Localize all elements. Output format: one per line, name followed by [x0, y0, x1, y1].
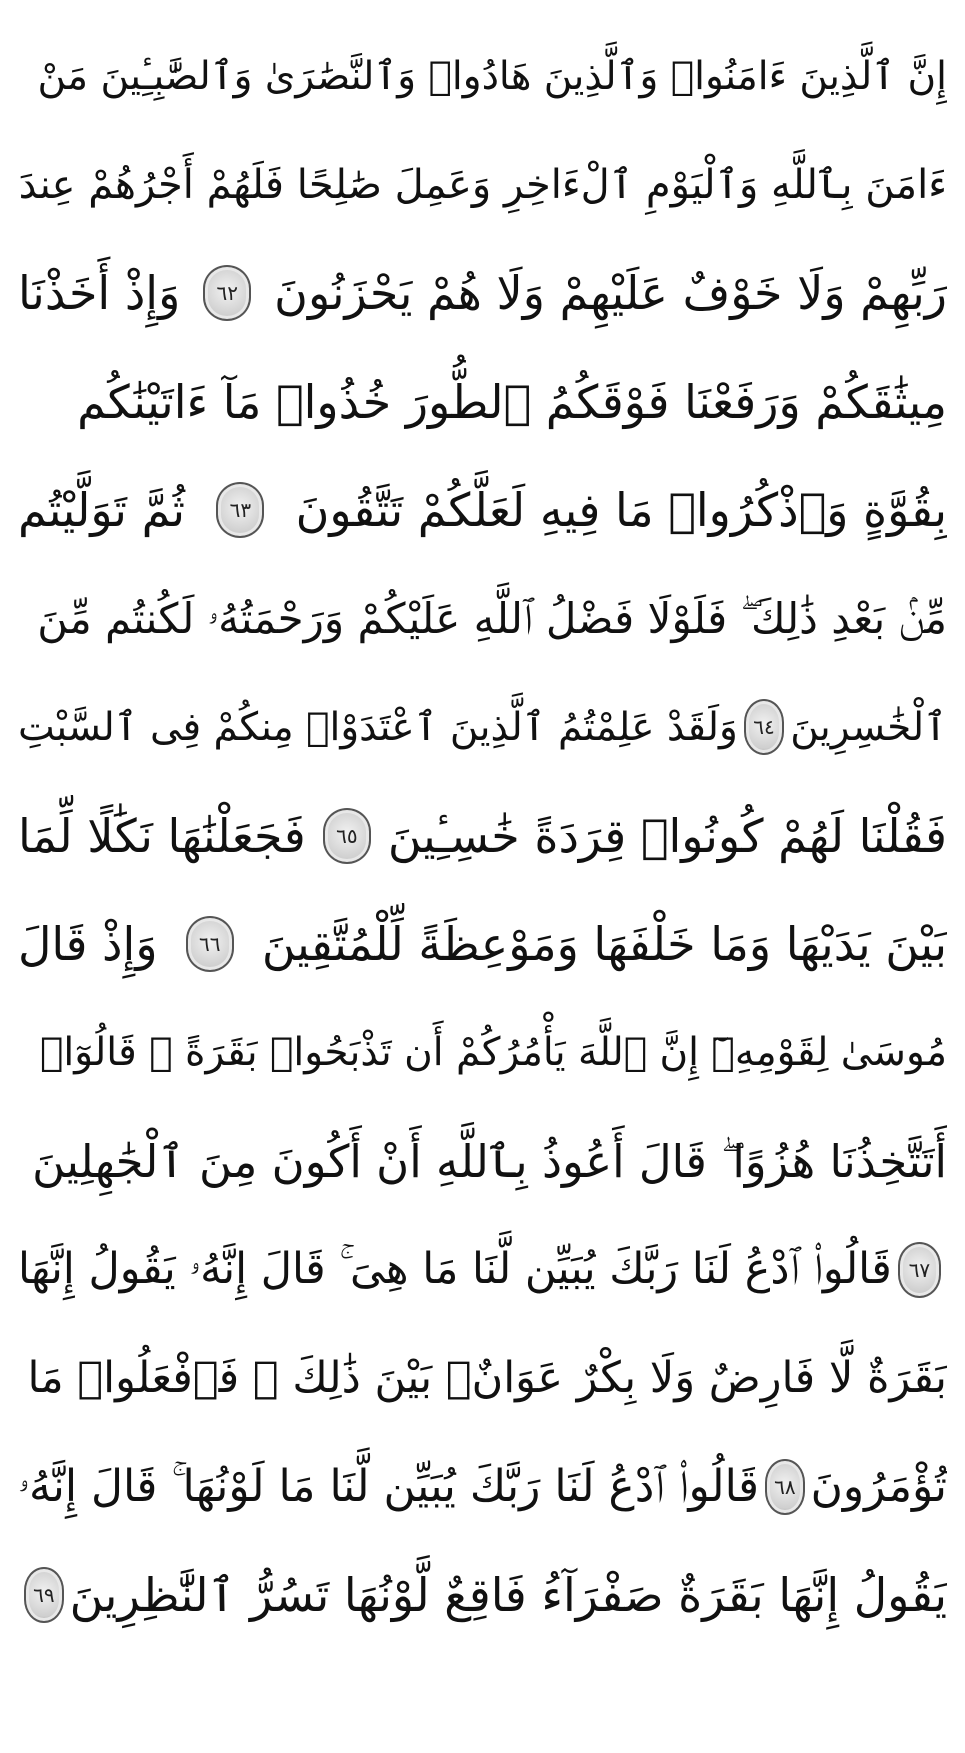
ayah-number-marker: ٦٧: [898, 1242, 941, 1298]
verse-text: قَالُوا۟ ٱدْعُ لَنَا رَبَّكَ يُبَيِّن لَّنَا مَا لَوْنُهَا ۚ قَالَ إِنَّهُۥ: [18, 1460, 760, 1512]
verse-text: ثُمَّ تَوَلَّيْتُم: [18, 483, 185, 538]
text-line: [18, 565, 947, 674]
ayah-number-marker: ٦٤: [744, 699, 784, 755]
verse-text: فَجَعَلْنَٰهَا نَكَٰلًا لِّمَا: [18, 808, 306, 863]
text-line: [18, 131, 947, 240]
text-line: [18, 22, 947, 131]
verse-text: ٱلْخَٰسِرِينَ: [790, 704, 947, 750]
verse-text: بَيْنَ يَدَيْهَا وَمَا خَلْفَهَا وَمَوْعِظَةً لِّلْمُتَّقِينَ: [261, 917, 947, 972]
ayah-number-marker: ٦٩: [24, 1567, 64, 1623]
text-line: [18, 1216, 947, 1325]
verse-text: قَالُوا۟ ٱدْعُ لَنَا رَبَّكَ يُبَيِّن لَّنَا مَا هِىَ ۚ قَالَ إِنَّهُۥ يَقُولُ إِنَّهَا: [18, 1244, 892, 1295]
text-line: [18, 1107, 947, 1216]
verse-text: تُؤْمَرُونَ: [810, 1460, 947, 1512]
text-line: [18, 1541, 947, 1650]
text-line: [18, 890, 947, 999]
verse-text: مُوسَىٰ لِقَوْمِهِۦٓ إِنَّ ٱللَّهَ يَأْمُرُكُمْ أَن تَذْبَحُوا۟ بَقَرَةً ۖ قَالُوٓا۟: [40, 1030, 947, 1076]
verse-text: يَقُولُ إِنَّهَا بَقَرَةٌ صَفْرَآءُ فَاقِعٌ لَّوْنُهَا تَسُرُّ ٱلنَّٰظِرِينَ: [69, 1568, 947, 1623]
text-line: [18, 1324, 947, 1433]
verse-text: وَإِذْ قَالَ: [18, 917, 158, 972]
verse-text: وَإِذْ أَخَذْنَا: [18, 266, 181, 321]
text-line: [18, 348, 947, 457]
verse-text: ءَامَنَ بِٱللَّهِ وَٱلْيَوْمِ ٱلْءَاخِرِ وَعَمِلَ صَٰلِحًا فَلَهُمْ أَجْرُهُمْ عِندَ: [18, 161, 947, 208]
verse-lines: [18, 22, 947, 1650]
verse-text: فَقُلْنَا لَهُمْ كُونُوا۟ قِرَدَةً خَٰسِـِٔينَ: [387, 808, 947, 863]
verse-text: مِيثَٰقَكُمْ وَرَفَعْنَا فَوْقَكُمُ ٱلطُّورَ خُذُوا۟ مَآ ءَاتَيْنَٰكُم: [77, 374, 947, 429]
text-line: [18, 999, 947, 1108]
text-line: [18, 456, 947, 565]
ayah-number-marker: ٦٥: [323, 808, 371, 864]
ayah-number-marker: ٦٦: [186, 916, 234, 972]
verse-text: مِّنۢ بَعْدِ ذَٰلِكَ ۖ فَلَوْلَا فَضْلُ ٱللَّهِ عَلَيْكُمْ وَرَحْمَتُهُۥ لَكُنتُم مِّنَ: [37, 593, 947, 643]
verse-text: رَبِّهِمْ وَلَا خَوْفٌ عَلَيْهِمْ وَلَا هُمْ يَحْزَنُونَ: [274, 266, 947, 321]
text-line: [18, 782, 947, 891]
verse-text: بَقَرَةٌ لَّا فَارِضٌ وَلَا بِكْرٌ عَوَانٌۢ بَيْنَ ذَٰلِكَ ۖ فَٱفْعَلُوا۟ مَا: [27, 1352, 947, 1403]
verse-text: وَلَقَدْ عَلِمْتُمُ ٱلَّذِينَ ٱعْتَدَوْا۟ مِنكُمْ فِى ٱلسَّبْتِ: [18, 704, 738, 750]
text-line: [18, 673, 947, 782]
verse-text: أَتَتَّخِذُنَا هُزُوًا ۖ قَالَ أَعُوذُ بِٱللَّهِ أَنْ أَكُونَ مِنَ ٱلْجَٰهِلِينَ: [32, 1134, 947, 1188]
text-line: [18, 239, 947, 348]
verse-text: بِقُوَّةٍ وَٱذْكُرُوا۟ مَا فِيهِ لَعَلَّكُمْ تَتَّقُونَ: [295, 483, 947, 538]
ayah-number-marker: ٦٣: [216, 482, 264, 538]
verse-text: إِنَّ ٱلَّذِينَ ءَامَنُوا۟ وَٱلَّذِينَ هَادُوا۟ وَٱلنَّصَٰرَىٰ وَٱلصَّٰبِـِٔينَ مَنْ: [37, 53, 947, 99]
ayah-number-marker: ٦٢: [203, 265, 251, 321]
text-line: [18, 1433, 947, 1542]
ayah-number-marker: ٦٨: [765, 1459, 805, 1515]
